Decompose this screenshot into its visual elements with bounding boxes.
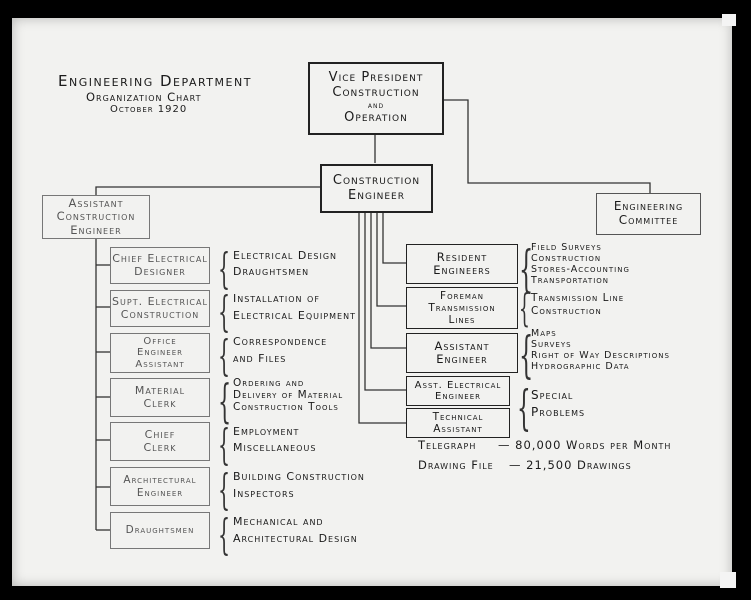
- duty-text: Mechanical and: [233, 515, 324, 528]
- box-line: Chief: [144, 427, 176, 441]
- duty-text: Transmission Line: [531, 292, 625, 304]
- architectural-engineer-box: [110, 467, 210, 506]
- box-line: and: [367, 100, 385, 111]
- drawing-file-value: — 21,500 Drawings: [509, 458, 632, 472]
- brace-icon: {: [519, 326, 534, 384]
- box-line: Construction: [56, 209, 136, 224]
- brace-icon: {: [519, 240, 534, 298]
- telegraph-label: Telegraph: [418, 438, 477, 452]
- brace-icon: {: [218, 374, 232, 428]
- duty-text: Correspondence: [233, 335, 328, 348]
- box-line: Asst. Electrical: [414, 379, 502, 391]
- box-line: Transmission: [428, 301, 496, 314]
- supt-electrical-construction-box: [110, 290, 210, 327]
- duty-text: Architectural Design: [233, 532, 358, 545]
- box-line: Foreman: [440, 289, 484, 302]
- brace-icon: {: [218, 420, 231, 469]
- duty-text: Field Surveys: [531, 242, 602, 253]
- drawing-file-label: Drawing File: [418, 458, 494, 472]
- box-line: Architectural: [123, 474, 197, 487]
- duty-text: Installation of: [233, 292, 320, 305]
- box-line: Construction: [120, 307, 200, 321]
- connector-line: [383, 211, 406, 263]
- assistant-construction-engineer-box: [42, 195, 150, 239]
- duty-text: Electrical Design: [233, 249, 338, 262]
- brace-icon: {: [218, 465, 231, 514]
- box-line: Construction: [332, 172, 421, 188]
- box-line: Engineer: [435, 391, 481, 402]
- special-problems-text: Special: [531, 388, 574, 402]
- duty-text: Transportation: [531, 275, 610, 286]
- engineering-committee-box: [596, 193, 701, 235]
- box-line: Resident: [436, 249, 488, 264]
- duty-text: Stores-Accounting: [531, 264, 630, 275]
- duty-text: Electrical Equipment: [233, 309, 356, 322]
- duty-text: Draughtsmen: [233, 265, 310, 278]
- box-line: Assistant: [434, 338, 490, 353]
- box-line: Operation: [344, 110, 408, 126]
- box-line: Supt. Electrical: [112, 294, 208, 308]
- chart-title: Engineering Department: [58, 72, 252, 90]
- duty-text: Hydrographic Data: [531, 361, 630, 372]
- connector-line: [96, 187, 320, 195]
- box-line: Lines: [448, 314, 476, 327]
- box-line: Clerk: [143, 440, 177, 454]
- brace-icon: {: [218, 331, 231, 380]
- chart-date: October 1920: [110, 104, 188, 115]
- foreman-transmission-lines-box: [406, 287, 518, 329]
- box-line: Engineer: [70, 222, 122, 237]
- special-problems-text: Problems: [531, 405, 586, 419]
- box-line: Engineers: [433, 263, 491, 277]
- chief-electrical-designer-box: [110, 247, 210, 284]
- box-line: Assistant: [68, 196, 124, 211]
- duty-text: Building Construction: [233, 470, 365, 483]
- resident-engineers-box: [406, 244, 518, 284]
- brace-icon: {: [517, 380, 531, 436]
- duty-text: Right of Way Descriptions: [531, 350, 670, 361]
- box-line: Designer: [134, 264, 186, 278]
- box-line: Chief Electrical: [112, 251, 208, 265]
- vice-president-box: [308, 62, 444, 135]
- box-line: Vice President: [328, 69, 424, 85]
- chart-subtitle: Organization Chart: [86, 90, 202, 104]
- box-line: Assistant: [135, 358, 185, 370]
- box-line: Engineer: [348, 187, 405, 203]
- box-line: Draughtsmen: [125, 524, 195, 537]
- box-line: Office: [143, 335, 177, 347]
- duty-text: Maps: [531, 328, 557, 339]
- duty-text: Construction Tools: [233, 401, 339, 413]
- duty-text: Construction: [531, 305, 602, 317]
- box-line: Engineer: [137, 347, 183, 359]
- box-line: Construction: [332, 84, 420, 100]
- duty-text: and Files: [233, 352, 287, 365]
- connector-line: [377, 211, 406, 306]
- box-line: Committee: [618, 213, 679, 227]
- office-engineer-assistant-box: [110, 333, 210, 373]
- box-line: Assistant: [433, 423, 483, 435]
- connector-line: [441, 100, 650, 193]
- box-line: Engineer: [436, 352, 488, 366]
- duty-text: Employment: [233, 425, 300, 438]
- telegraph-value: — 80,000 Words per Month: [498, 438, 672, 452]
- box-line: Material: [134, 383, 186, 397]
- technical-assistant-box: [406, 408, 510, 438]
- duty-text: Miscellaneous: [233, 441, 317, 454]
- construction-engineer-box: [320, 164, 433, 213]
- duty-text: Surveys: [531, 339, 572, 350]
- duty-text: Ordering and: [233, 377, 305, 389]
- draughtsmen-box: [110, 512, 210, 549]
- asst-electrical-engineer-box: [406, 376, 510, 406]
- box-line: Technical: [432, 410, 484, 423]
- box-line: Clerk: [143, 396, 177, 410]
- material-clerk-box: [110, 378, 210, 417]
- brace-icon: {: [218, 510, 231, 559]
- duty-text: Construction: [531, 253, 602, 264]
- duty-text: Inspectors: [233, 487, 295, 500]
- chief-clerk-box: [110, 422, 210, 461]
- brace-icon: {: [519, 286, 530, 330]
- assistant-engineer-box: [406, 333, 518, 373]
- connector-line: [371, 211, 406, 348]
- brace-icon: {: [218, 244, 231, 293]
- duty-text: Delivery of Material: [233, 389, 344, 401]
- box-line: Engineering: [613, 199, 684, 214]
- box-line: Engineer: [136, 486, 184, 499]
- brace-icon: {: [218, 287, 231, 336]
